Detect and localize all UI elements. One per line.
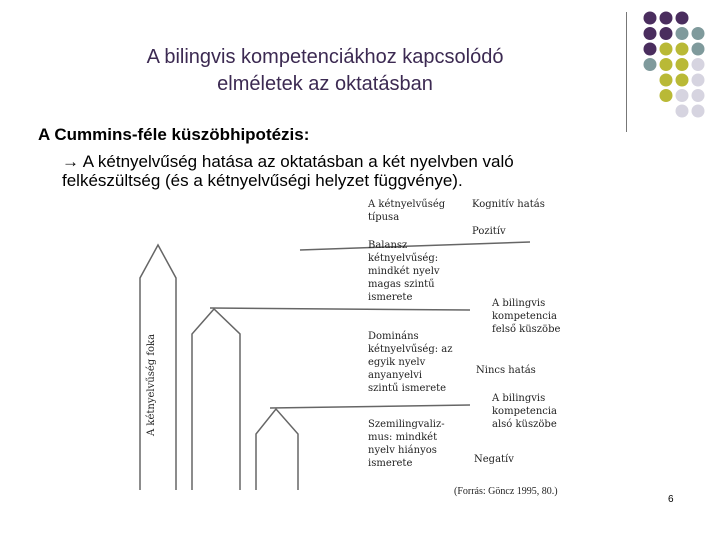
decorative-dot bbox=[676, 89, 689, 102]
upper-threshold-1: A bilingvis bbox=[492, 298, 546, 309]
decorative-dot bbox=[692, 58, 705, 71]
decorative-dot bbox=[660, 12, 673, 25]
decorative-dot bbox=[644, 58, 657, 71]
middle-effect: Nincs hatás bbox=[476, 365, 536, 376]
decorative-dot bbox=[644, 43, 657, 56]
middle-tower bbox=[192, 309, 240, 490]
semilingual-1: Szemilingvaliz- bbox=[368, 419, 445, 430]
decorative-dot bbox=[644, 12, 657, 25]
balanced-2: kétnyelvűség: bbox=[368, 253, 439, 264]
decorative-dot bbox=[660, 89, 673, 102]
upper-threshold-3: felső küszöbe bbox=[492, 324, 561, 335]
bottom-effect: Negatív bbox=[474, 454, 514, 465]
decorative-dot bbox=[660, 74, 673, 87]
decorative-dot bbox=[660, 27, 673, 40]
title-line-1: A bilingvis kompetenciákhoz kapcsolódó bbox=[146, 46, 504, 68]
bullet-line-2: felkészültség (és a kétnyelvűségi helyzet függvénye). bbox=[62, 171, 463, 190]
balanced-1: Balansz bbox=[368, 240, 408, 251]
col2-header: Kognitív hatás bbox=[472, 199, 545, 210]
decorative-dot bbox=[692, 74, 705, 87]
top-effect: Pozitív bbox=[472, 226, 506, 237]
dominant-3: egyik nyelv bbox=[368, 357, 426, 368]
lower-threshold-3: alsó küszöbe bbox=[492, 419, 557, 430]
lower-threshold-line bbox=[270, 405, 470, 408]
col1-header-2: típusa bbox=[368, 212, 400, 223]
dominant-5: szintű ismerete bbox=[368, 383, 447, 394]
section-heading: A Cummins-féle küszöbhipotézis: bbox=[38, 125, 310, 144]
dominant-1: Domináns bbox=[368, 331, 419, 342]
semilingual-2: mus: mindkét bbox=[368, 432, 438, 443]
semilingual-4: ismerete bbox=[368, 458, 413, 469]
top-divider-line bbox=[300, 242, 530, 250]
decorative-dot bbox=[676, 74, 689, 87]
balanced-3: mindkét nyelv bbox=[368, 266, 440, 277]
short-tower bbox=[256, 409, 298, 490]
decorative-dot bbox=[676, 43, 689, 56]
decorative-dot bbox=[676, 12, 689, 25]
decorative-dot bbox=[692, 27, 705, 40]
source-citation: (Forrás: Göncz 1995, 80.) bbox=[454, 486, 558, 497]
decorative-dot bbox=[660, 43, 673, 56]
title-line-2: elméletek az oktatásban bbox=[217, 73, 433, 95]
slide-title bbox=[40, 44, 610, 98]
decorative-dot-grid bbox=[642, 10, 712, 122]
page-number: 6 bbox=[668, 494, 674, 505]
lower-threshold-2: kompetencia bbox=[492, 406, 558, 417]
divider-line bbox=[626, 12, 627, 132]
decorative-dot bbox=[692, 105, 705, 118]
axis-label: A kétnyelvűség foka bbox=[146, 333, 157, 436]
decorative-dot bbox=[644, 27, 657, 40]
decorative-dot bbox=[676, 58, 689, 71]
upper-threshold-line bbox=[210, 308, 470, 310]
lower-threshold-1: A bilingvis bbox=[492, 393, 546, 404]
semilingual-3: nyelv hiányos bbox=[368, 445, 437, 456]
balanced-4: magas szintű bbox=[368, 279, 435, 290]
threshold-diagram bbox=[110, 190, 600, 510]
decorative-dot bbox=[676, 105, 689, 118]
dominant-4: anyanyelvi bbox=[368, 370, 423, 381]
bullet-text bbox=[62, 152, 622, 190]
bullet-line-1: → A kétnyelvűség hatása az oktatásban a két nyelvben való bbox=[62, 152, 514, 171]
col1-header-1: A kétnyelvűség bbox=[368, 199, 446, 210]
dominant-2: kétnyelvűség: az bbox=[368, 344, 453, 355]
decorative-dot bbox=[676, 27, 689, 40]
balanced-5: ismerete bbox=[368, 292, 413, 303]
decorative-dot bbox=[692, 43, 705, 56]
decorative-dot bbox=[692, 89, 705, 102]
decorative-dot bbox=[660, 58, 673, 71]
upper-threshold-2: kompetencia bbox=[492, 311, 558, 322]
